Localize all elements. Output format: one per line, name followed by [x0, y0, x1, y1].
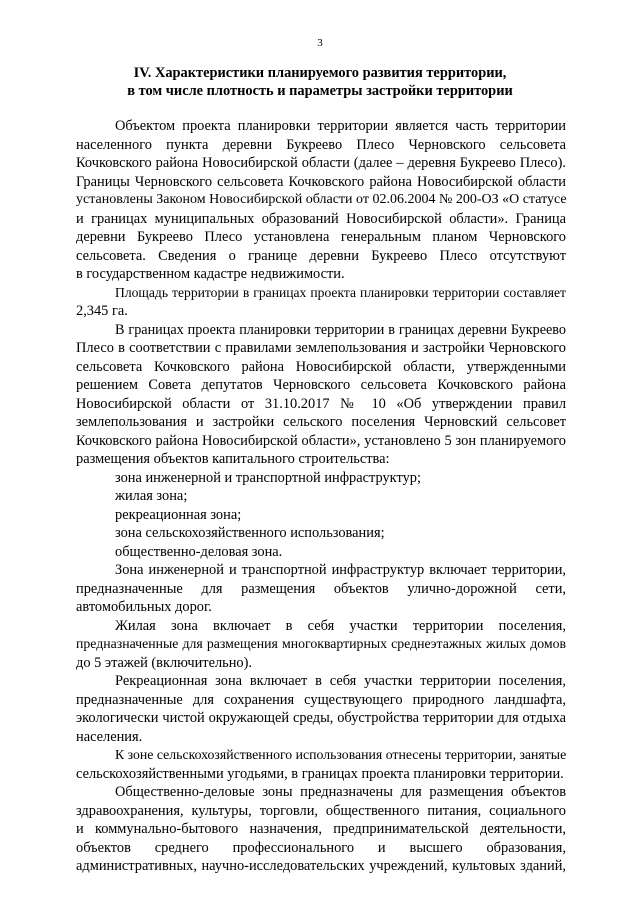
text-line: сельсовета Кочковского района Новосибирской области, утвержденными [76, 358, 566, 375]
text-line: землепользования и застройки сельского поселения Черновский сельсовет [76, 414, 566, 430]
text-line: Кочковского района Новосибирской области», установлено 5 зон планируемого [76, 432, 566, 449]
text-line: Зона инженерной и транспортной инфраструктур включает территории, [115, 562, 566, 578]
text-line: Рекреационная зона включает в себя участки территории поселения, [115, 673, 566, 689]
text-line: сельскохозяйственными угодьями, в границах проекта планировки территории. [76, 765, 564, 782]
text-line: Жилая зона включает в себя участки территории поселения, [115, 617, 566, 634]
text-line: предназначенные для размещения многоквартирных среднеэтажных жилых домов [76, 636, 566, 651]
text-line: населения. [76, 728, 143, 745]
text-line: и границах муниципальных образований Новосибирской области». Граница [76, 210, 566, 227]
text-line: в государственном кадастре недвижимости. [76, 266, 345, 282]
text-line: и коммунально-бытового назначения, предпринимательской деятельности, [76, 821, 566, 837]
text-line: Общественно-деловые зоны предназначены для размещения объектов [115, 784, 566, 800]
text-line: до 5 этажей (включительно). [76, 654, 252, 671]
text-line: Новосибирской области от 31.10.2017 № 10 «Об утверждении правил [76, 395, 566, 412]
text-line: 2,345 га. [76, 303, 128, 319]
text-line: жилая зона; [115, 488, 188, 504]
text-line: предназначенные для сохранения существующего природного ландшафта, [76, 691, 566, 708]
section-heading-line-1: IV. Характеристики планируемого развития территории, [133, 65, 507, 81]
section-heading [95, 64, 545, 100]
text-line: рекреационная зона; [115, 506, 242, 523]
text-line: Кочковского района Новосибирской области (далее – деревня Букреево Плесо). [76, 155, 566, 171]
text-line: Плесо в соответствии с правилами землепользования и застройки Черновского [76, 340, 566, 356]
text-line: решением Совета депутатов Черновского сельсовета Кочковского района [76, 377, 566, 393]
text-line: сельсовета. Сведения о границе деревни Букреево Плесо отсутствуют [76, 247, 566, 264]
text-line: предназначенные для размещения объектов улично-дорожной сети, [76, 580, 566, 597]
text-line: размещения объектов капитального строительства: [76, 451, 390, 467]
text-line: здравоохранения, культуры, торговли, общественного питания, социального [76, 802, 566, 819]
text-line: объектов среднего профессионального и высшего образования, [76, 839, 566, 856]
text-line: деревни Букреево Плесо установлена генеральным планом Черновского [76, 229, 566, 245]
text-line: Границы Черновского сельсовета Кочковского района Новосибирской области [76, 173, 566, 190]
text-line: зона инженерной и транспортной инфраструктур; [115, 469, 421, 486]
text-line: экологически чистой окружающей среды, обустройства территории для отдыха [76, 710, 566, 726]
page-number: 3 [317, 37, 323, 49]
text-line: населенного пункта деревни Букреево Плесо Черновского сельсовета [76, 136, 566, 153]
text-line: В границах проекта планировки территории в границах деревни Букреево [115, 321, 566, 338]
text-line: зона сельскохозяйственного использования; [115, 525, 385, 541]
text-line: Площадь территории в границах проекта планировки территории составляет [115, 284, 566, 300]
section-heading-line-2: в том числе плотность и параметры застройки территории [127, 83, 513, 99]
text-line: автомобильных дорог. [76, 599, 212, 615]
text-line: административных, научно-исследовательских учреждений, культовых зданий, [76, 858, 566, 874]
text-line: К зоне сельскохозяйственного использования отнесены территории, занятые [115, 747, 567, 762]
text-line: общественно-деловая зона. [115, 543, 283, 560]
text-line: установлены Законом Новосибирской области от 02.06.2004 № 200-ОЗ «О статусе [76, 192, 567, 207]
text-line: Объектом проекта планировки территории является часть территории [115, 118, 566, 134]
